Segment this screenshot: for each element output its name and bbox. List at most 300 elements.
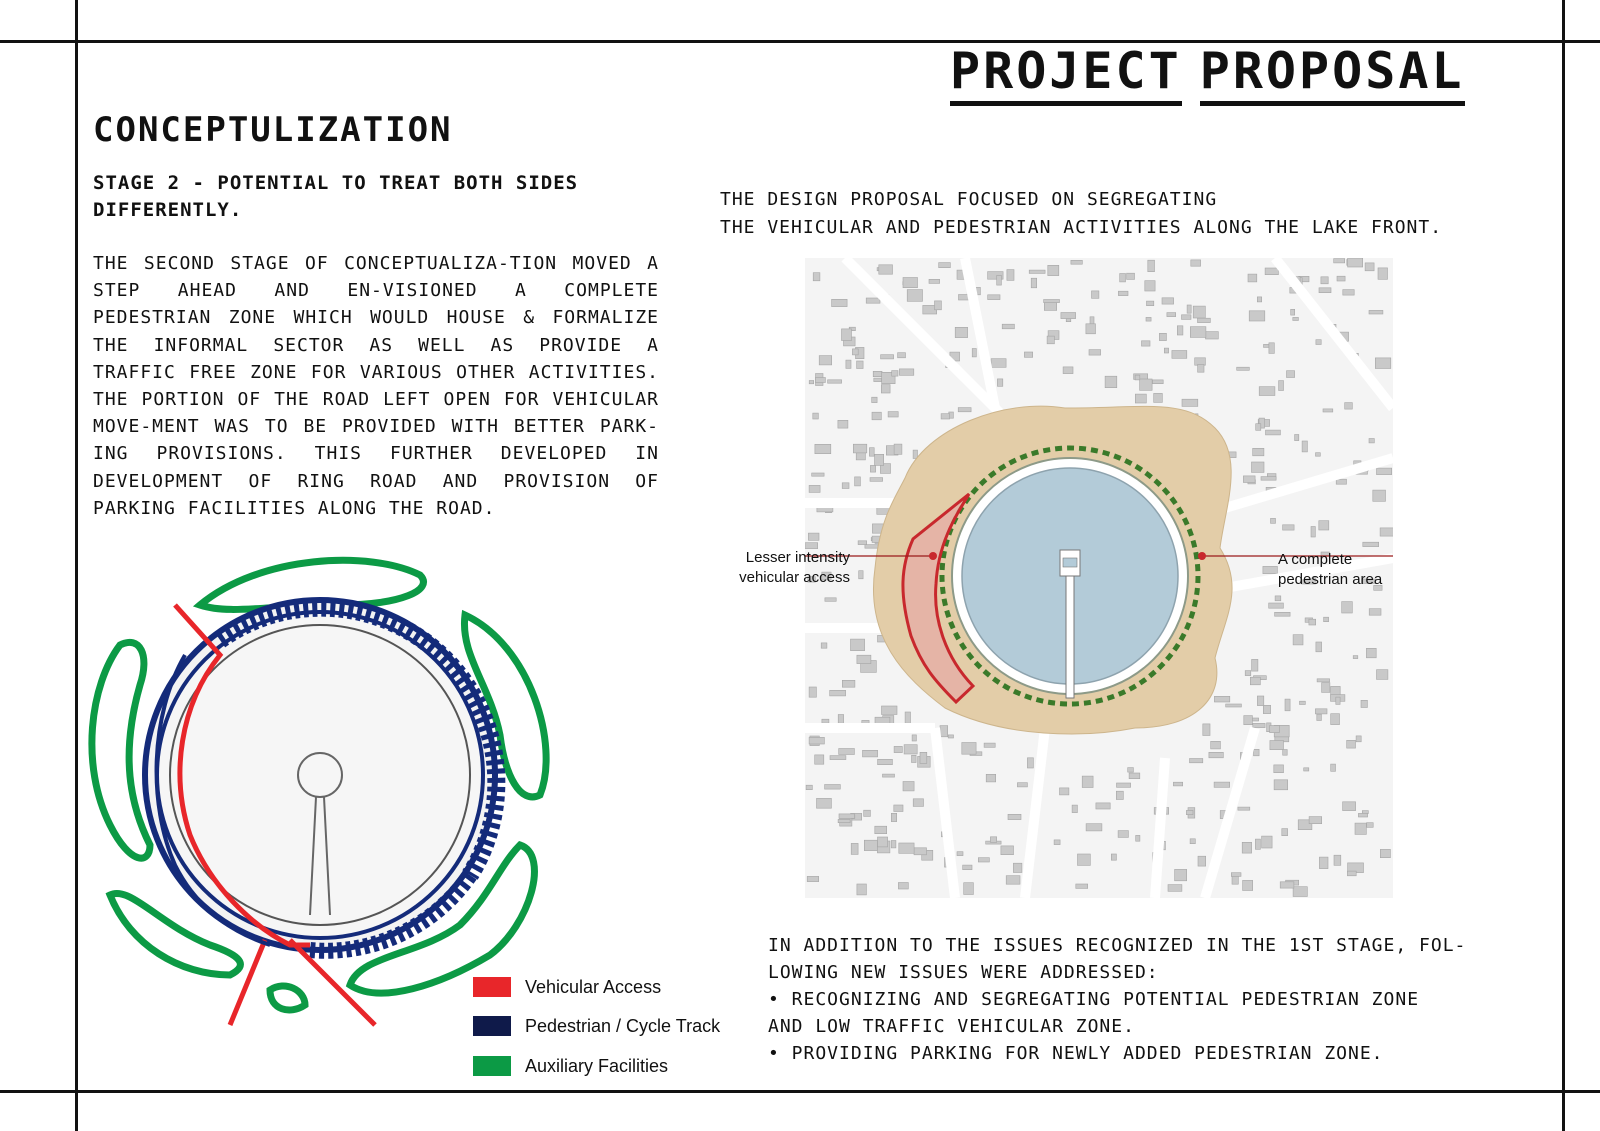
map-building-block [1265,268,1278,275]
map-building-block [832,299,848,306]
map-building-block [874,378,882,382]
map-building-block [873,371,882,376]
map-building-block [1017,783,1027,787]
map-building-block [830,756,846,760]
map-building-block [863,750,878,757]
map-building-block [948,735,953,738]
map-building-block [1173,782,1182,786]
legend-label-pedestrian: Pedestrian / Cycle Track [525,1015,721,1036]
map-building-block [1214,782,1230,787]
legend-item-auxiliary [473,1055,668,1077]
map-building-block [1263,705,1270,713]
map-building-block [821,643,827,648]
map-building-block [878,837,888,847]
issues-line2: LOWING NEW ISSUES WERE ADDRESSED: [768,962,1159,983]
map-building-block [1319,521,1329,530]
map-building-block [1262,836,1273,848]
map-building-block [913,450,917,458]
map-building-block [809,485,820,492]
map-building-block [899,369,913,375]
section-title: CONCEPTULIZATION [93,110,453,150]
map-building-block [991,359,1006,368]
map-building-block [1378,268,1388,279]
map-building-block [1031,278,1037,288]
map-building-block [898,883,908,890]
map-building-block [812,473,824,476]
map-building-block [1373,490,1386,501]
map-building-block [1231,873,1241,877]
map-building-block [1309,817,1322,824]
map-building-block [1232,875,1238,884]
map-building-block [852,349,858,355]
map-building-block [1076,884,1088,888]
map-building-block [894,805,903,812]
map-building-block [984,743,995,747]
map-building-block [838,819,850,822]
title-word-project: PROJECT [950,43,1182,106]
map-building-block [1063,367,1073,374]
map-building-block [1253,448,1264,456]
map-building-block [1356,736,1361,742]
map-building-block [1195,358,1206,365]
map-building-block [1061,313,1076,319]
map-building-block [903,782,914,791]
map-building-block [1029,270,1045,273]
map-building-block [1369,439,1374,443]
map-building-block [1316,642,1322,652]
map-building-block [1147,301,1154,306]
map-building-block [1257,696,1263,706]
map-building-block [997,379,1002,386]
map-building-block [1047,336,1054,344]
map-building-block [806,785,812,790]
body-paragraph: THE SECOND STAGE OF CONCEPTUALIZA-TION MOVED A STEP AHEAD AND EN-VISIONED A COMPLETE PEDESTRIAN ZONE WHICH WOULD HOUSE & FORMALIZE THE INFORMAL SECTOR AS WELL AS PROVIDE A TRAFFIC FREE ZONE FOR VARIOUS OTHER ACTIVITIES. THE PORTION OF THE ROAD LEFT OPEN FOR VEHICULAR MOVE-MENT WAS TO BE PROVIDED WITH BETTER PARK-ING PROVISIONS. THIS FURTHER DEVELOPED IN DEVELOPMENT OF RING ROAD AND PROVISION OF PARKING FACILITIES ALONG THE ROAD. [93,253,659,519]
map-building-block [1377,670,1388,680]
legend-swatch-vehicular [473,977,511,997]
map-building-block [1206,332,1219,339]
map-building-block [1054,840,1060,845]
map-building-block [842,680,855,687]
map-building-block [1118,831,1128,838]
map-building-block [1293,635,1303,645]
map-building-block [808,533,819,540]
map-building-block [1324,617,1329,622]
map-building-block [1321,277,1328,284]
map-building-block [1304,768,1309,771]
map-building-block [1116,791,1123,799]
map-building-block [964,883,974,895]
map-building-block [857,655,871,663]
map-building-block [875,826,887,834]
map-building-block [807,876,819,881]
map-building-block [1369,609,1381,616]
map-building-block [883,774,895,777]
map-building-block [830,690,846,696]
map-building-block [997,275,1002,285]
map-building-block [963,865,972,870]
map-building-block [1316,340,1321,345]
map-building-block [1274,765,1284,773]
map-building-block [1367,823,1374,828]
map-building-block [907,290,922,302]
map-building-block [1334,855,1341,865]
concept-sketch [80,545,570,1045]
map-building-block [1086,824,1102,831]
map-building-block [1353,656,1358,659]
map-building-block [1377,468,1392,475]
map-building-block [1302,441,1307,452]
map-building-block [1316,453,1321,457]
map-building-block [1263,566,1278,573]
page-title [950,42,1465,106]
legend-swatch-pedestrian [473,1016,511,1036]
map-building-block [1142,341,1151,346]
map-building-block [815,755,824,764]
map-building-block [1256,424,1261,431]
map-building-block [1078,854,1091,865]
map-building-block [838,420,848,428]
map-building-block [1168,885,1182,892]
map-building-block [1090,317,1094,324]
map-building-block [1343,802,1356,811]
map-building-block [1358,813,1367,817]
map-building-block [1269,343,1274,354]
map-building-block [1293,887,1307,897]
frame-right-line [1562,0,1565,1131]
map-building-block [1261,477,1276,481]
map-building-block [1283,750,1288,756]
map-building-block [1226,704,1242,707]
map-building-block [1242,842,1251,853]
map-building-block [1275,612,1291,616]
map-building-block [1331,764,1336,771]
title-word-proposal: PROPOSAL [1200,43,1465,106]
map-building-block [1285,699,1290,711]
map-building-block [1117,783,1131,787]
map-building-block [1291,309,1295,315]
legend-item-pedestrian [473,1015,720,1037]
map-building-block [1001,846,1014,855]
map-building-block [1146,317,1151,321]
map-building-block [1275,596,1281,601]
map-building-block [1060,788,1069,795]
map-building-block [879,265,893,274]
map-building-block [1153,380,1164,384]
design-caption-line1: THE DESIGN PROPOSAL FOCUSED ON SEGREGATING [720,189,1218,210]
map-building-block [1006,876,1020,885]
map-building-block [1044,302,1056,310]
map-building-block [870,465,875,472]
map-building-block [809,737,824,744]
map-building-block [1274,780,1288,790]
map-building-block [1167,313,1176,317]
map-building-block [1337,276,1345,281]
map-building-block [1013,863,1022,872]
map-building-block [815,444,831,453]
map-building-block [935,301,942,310]
map-building-block [1072,805,1077,813]
map-building-block [839,814,855,818]
map-building-block [1317,679,1330,682]
map-building-block [1127,273,1135,279]
map-building-block [1300,701,1306,704]
map-building-block [1007,270,1014,281]
map-building-block [851,843,858,854]
map-building-block [988,295,1000,300]
map-building-block [1159,333,1166,340]
map-building-block [939,263,951,268]
map-building-block [1082,776,1093,787]
map-building-block [1191,260,1201,266]
map-building-block [912,735,916,741]
map-building-block [941,414,950,419]
map-building-block [1323,409,1333,412]
map-building-block [1162,298,1174,304]
map-building-block [1279,381,1284,391]
map-building-block [894,746,902,752]
map-building-block [892,371,898,377]
map-building-block [1254,749,1260,756]
map-building-block [1295,435,1299,441]
map-label-lesser-intensity [720,548,850,588]
map-building-block [1253,723,1265,727]
map-building-block [813,413,819,419]
map-building-block [1250,677,1260,685]
map-building-block [1024,352,1032,357]
map-building-block [912,755,917,762]
map-building-block [1190,759,1203,763]
issues-bullet2: • PROVIDING PARKING FOR NEWLY ADDED PEDESTRIAN ZONE. [768,1043,1384,1064]
map-building-block [864,840,879,850]
map-building-block [853,444,867,453]
map-building-block [1380,528,1393,536]
map-building-block [940,726,948,737]
map-building-block [1375,358,1391,369]
map-building-block [1322,683,1330,693]
map-building-block [864,810,871,816]
map-building-block [1319,857,1328,869]
map-building-block [1135,375,1140,380]
map-building-block [1044,300,1060,303]
map-building-block [828,380,842,383]
map-building-block [1244,716,1253,725]
issues-block [768,932,1548,1067]
map-building-block [1089,350,1101,356]
map-building-block [1269,603,1284,608]
map-building-block [1175,869,1187,880]
issues-line1: IN ADDITION TO THE ISSUES RECOGNIZED IN THE 1ST STAGE, FOL- [768,935,1467,956]
map-building-block [1380,849,1390,857]
map-building-block [1182,315,1192,320]
map-building-block [958,408,971,412]
frame-bottom-line [0,1090,1600,1093]
map-building-block [1271,518,1276,523]
map-building-block [891,841,896,848]
map-building-block [1164,348,1168,353]
map-building-block [929,279,940,283]
map-building-block [904,745,917,754]
map-building-block [1211,741,1221,749]
frame-left-line [75,0,78,1131]
map-building-block [1086,324,1096,334]
map-building-block [857,884,867,895]
map-label-right-line1: A complete [1278,551,1353,568]
map-building-block [1309,619,1316,625]
legend-label-vehicular: Vehicular Access [525,976,662,997]
map-building-block [1198,365,1204,373]
map-building-block [903,278,918,288]
map-building-block [920,752,927,763]
map-building-block [1248,274,1257,282]
map-building-block [891,813,896,821]
map-building-block [851,639,865,651]
map-building-block [1002,324,1014,329]
map-building-block [1259,387,1275,396]
map-building-block [1111,854,1116,860]
map-building-block [858,541,867,545]
map-building-block [1096,803,1110,809]
map-building-block [1252,659,1258,671]
map-building-block [1190,839,1195,844]
map-building-block [1237,367,1250,370]
map-building-block [1186,810,1193,814]
map-building-block [990,837,996,843]
map-building-block [1172,351,1187,359]
map-building-block [1187,305,1191,313]
map-building-block [1177,326,1183,335]
design-caption [720,186,1550,242]
map-building-block [1071,260,1082,264]
map-building-block [846,360,851,368]
map-building-block [819,356,832,365]
issues-bullet1-line1: • RECOGNIZING AND SEGREGATING POTENTIAL PEDESTRIAN ZONE [768,989,1420,1010]
concept-sketch-drawing [80,545,570,1045]
map-label-pedestrian-area [1278,550,1382,590]
map-building-block [1198,318,1211,322]
map-building-block [1365,263,1374,271]
map-building-block [1136,835,1140,841]
map-building-block [1280,882,1294,888]
map-label-right-line2: pedestrian area [1278,571,1383,588]
map-building-block [872,397,877,402]
map-building-block [1336,697,1340,704]
legend-item-vehicular [473,976,661,998]
map-building-block [962,743,976,755]
map-label-left-line2: vehicular access [739,569,850,586]
map-building-block [1366,648,1376,658]
map-building-block [1266,430,1281,435]
map-building-block [1027,758,1033,768]
map-building-block [815,378,825,383]
map-building-block [1048,265,1059,275]
map-building-block [842,329,852,341]
map-building-block [825,785,841,790]
map-building-block [1243,880,1253,890]
map-building-block [857,361,864,369]
map-building-block [1293,317,1299,320]
map-building-block [1270,741,1284,750]
map-building-block [870,478,883,482]
map-building-block [1209,752,1223,758]
map-building-block [913,799,923,807]
map-building-block [1255,839,1260,849]
map-building-block [875,454,884,465]
map-building-block [978,858,989,862]
map-building-block [855,477,861,486]
map-building-block [1361,700,1367,707]
map-building-block [1311,527,1315,538]
map-building-block [905,712,910,723]
map-building-block [866,298,880,303]
map-building-block [1203,724,1210,736]
map-building-block [1238,807,1250,810]
map-building-block [872,412,881,420]
map-building-block [1092,291,1099,298]
map-label-left-line1: Lesser intensity [745,549,850,566]
map-building-block [1120,274,1126,282]
map-building-block [878,759,893,764]
map-building-block [898,353,906,358]
map-building-block [1140,379,1153,390]
map-building-block [1148,260,1155,272]
map-building-block [1282,829,1288,836]
map-building-block [957,852,963,856]
map-building-block [822,719,829,723]
map-building-block [1336,479,1346,484]
map-building-block [1343,290,1354,296]
map-building-block [1264,344,1270,347]
map-building-block [1249,311,1265,321]
map-building-block [1118,291,1128,295]
map-building-block [1135,394,1146,403]
map-building-block [1257,297,1261,302]
map-building-block [1252,462,1265,472]
map-building-block [881,355,894,359]
map-building-block [1145,281,1155,291]
map-building-block [817,798,832,808]
map-building-block [839,749,855,755]
map-building-block [1347,740,1356,748]
map-building-block [825,598,836,602]
map-building-block [1363,542,1379,546]
map-building-block [914,848,927,855]
map-building-block [1283,525,1295,530]
map-building-block [1214,696,1229,702]
map-building-block [1348,258,1363,267]
map-building-block [1317,714,1322,720]
map-building-block [838,715,843,724]
stage-heading: STAGE 2 - POTENTIAL TO TREAT BOTH SIDES DIFFERENTLY. [93,172,579,221]
map-building-block [1315,709,1327,714]
map-building-block [1198,856,1206,866]
issues-bullet1-line2: AND LOW TRAFFIC VEHICULAR ZONE. [768,1016,1135,1037]
map-building-block [1245,671,1251,676]
map-building-block [1369,310,1383,314]
map-building-block [1342,602,1353,613]
map-building-block [1154,393,1163,402]
legend-swatch-auxiliary [473,1056,511,1076]
map-building-block [1287,371,1295,378]
map-building-block [869,448,874,457]
map-building-block [899,843,914,853]
map-building-block [1182,399,1198,406]
map-building-block [894,444,902,454]
map-building-block [888,412,898,417]
design-caption-line2: THE VEHICULAR AND PEDESTRIAN ACTIVITIES ALONG THE LAKE FRONT. [720,217,1443,238]
map-building-block [813,273,820,281]
map-building-block [809,381,814,384]
map-building-block [881,385,890,393]
